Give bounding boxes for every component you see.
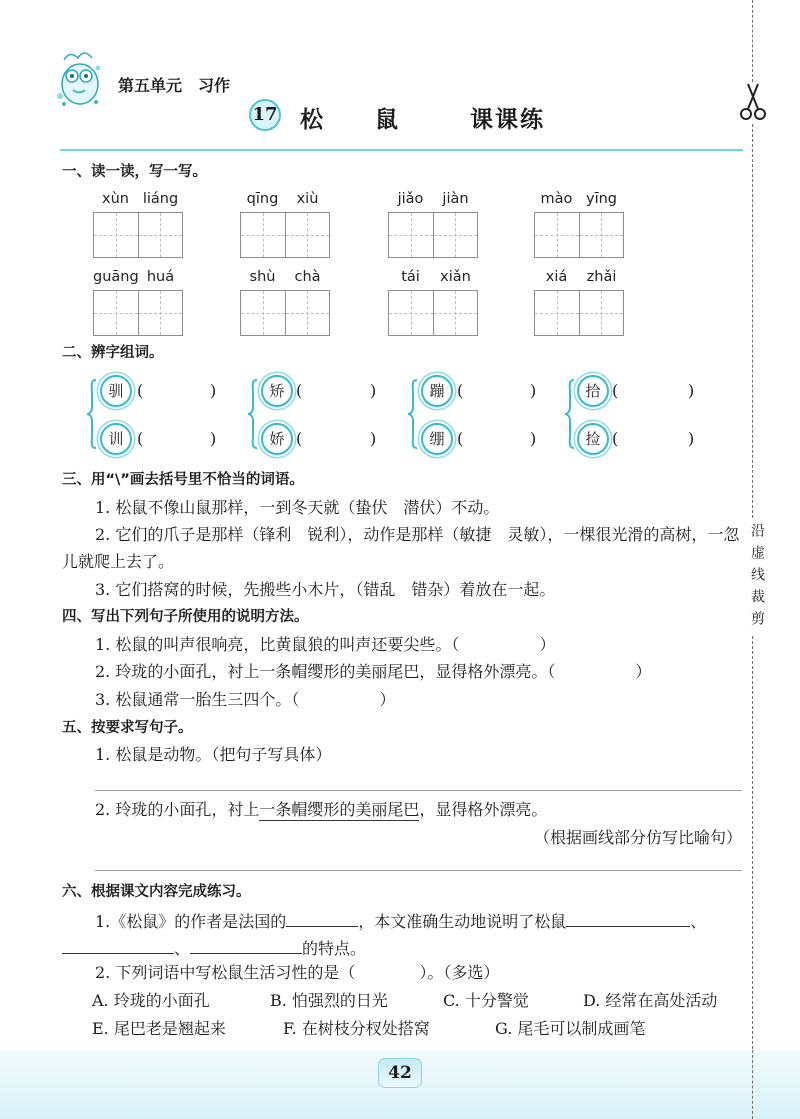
char-badge: 拾 xyxy=(577,375,609,407)
question-text: 2. 玲珑的小面孔，衬上 xyxy=(95,800,260,819)
title-char-1: 松 xyxy=(300,106,323,133)
question-text: 、 xyxy=(690,912,707,931)
pinyin: shù xyxy=(249,269,276,285)
question-line: 1. 松鼠不像山鼠那样，一到冬天就（蛰伏 潜伏）不动。 xyxy=(95,498,500,517)
title-tag: 课课练 xyxy=(470,107,545,133)
pinyin: chà xyxy=(294,269,321,285)
option-c: C. 十分警觉 xyxy=(443,991,529,1010)
underlined-phrase: 一条帽缨形的美丽尾巴 xyxy=(259,800,420,819)
paren-close: ) xyxy=(688,429,695,448)
unit-label: 第五单元 习作 xyxy=(118,76,231,95)
paren-close: ) xyxy=(688,381,695,400)
writing-grid xyxy=(240,212,330,258)
instruction-note: （根据画线部分仿写比喻句） xyxy=(533,828,742,847)
char-badge: 矫 xyxy=(261,375,293,407)
pinyin: yīng xyxy=(585,191,617,207)
char-badge: 绷 xyxy=(421,423,453,455)
question-line: 2. 它们的爪子是那样（锋利 锐利），动作是那样（敏捷 灵敏），一棵很光滑的高树，一忽 xyxy=(95,525,740,544)
question-text: 、 xyxy=(174,939,191,958)
pinyin: zhǎi xyxy=(586,269,617,285)
writing-grid xyxy=(534,212,624,258)
writing-grid xyxy=(240,290,330,336)
answer-line xyxy=(95,790,742,791)
pinyin: huá xyxy=(146,269,175,285)
question-line: 3. 松鼠通常一胎生三四个。（ ） xyxy=(95,690,396,709)
paren-open: ( xyxy=(137,429,144,448)
header-divider xyxy=(60,149,743,151)
paren-close: ) xyxy=(370,429,377,448)
question-line xyxy=(62,937,366,959)
pinyin: liáng xyxy=(142,191,179,207)
paren-close: ) xyxy=(530,381,537,400)
fill-blank xyxy=(190,937,302,954)
char-badge: 娇 xyxy=(261,423,293,455)
writing-grid xyxy=(93,290,183,336)
pinyin: jiàn xyxy=(442,191,469,207)
paren-close: ) xyxy=(370,381,377,400)
pinyin: xiǎn xyxy=(440,269,471,285)
pinyin: guāng xyxy=(93,269,139,285)
question-line: 2. 下列词语中写松鼠生活习性的是（ ）。（多选） xyxy=(95,963,500,982)
scissors-icon xyxy=(738,82,768,126)
option-b: B. 怕强烈的日光 xyxy=(270,991,388,1010)
paren-close: ) xyxy=(210,381,217,400)
char-badge: 驯 xyxy=(100,375,132,407)
brace-icon xyxy=(564,378,576,454)
writing-grid xyxy=(388,290,478,336)
option-a: A. 玲珑的小面孔 xyxy=(92,991,210,1010)
section-3-heading: 三、用“\”画去括号里不恰当的词语。 xyxy=(62,472,304,488)
writing-grid xyxy=(388,212,478,258)
char-badge: 训 xyxy=(100,423,132,455)
question-text: ，本文准确生动地说明了松鼠 xyxy=(358,912,567,931)
question-line: 2. 玲珑的小面孔，衬上一条帽缨形的美丽尾巴，显得格外漂亮。（ ） xyxy=(95,662,652,681)
brace-icon xyxy=(247,378,259,454)
pinyin: xiù xyxy=(296,191,319,207)
paren-open: ( xyxy=(457,381,464,400)
pinyin: xùn xyxy=(102,191,129,207)
option-e: E. 尾巴老是翘起来 xyxy=(92,1019,226,1038)
pinyin: jiǎo xyxy=(397,191,424,207)
char-badge: 捡 xyxy=(577,423,609,455)
option-g: G. 尾毛可以制成画笔 xyxy=(495,1019,646,1038)
answer-line xyxy=(95,870,742,871)
question-line: 3. 它们搭窝的时候，先搬些小木片，（错乱 错杂）着放在一起。 xyxy=(95,580,556,599)
cut-line-top xyxy=(752,0,753,82)
question-text: 的特点。 xyxy=(302,939,367,958)
cut-line-footer xyxy=(752,1050,753,1119)
paren-open: ( xyxy=(137,381,144,400)
question-line xyxy=(95,910,706,932)
writing-grid xyxy=(534,290,624,336)
paren-open: ( xyxy=(457,429,464,448)
section-4-heading: 四、写出下列句子所使用的说明方法。 xyxy=(62,609,309,625)
question-line: 1. 松鼠是动物。（把句子写具体） xyxy=(95,745,332,764)
pinyin: mào xyxy=(540,191,573,207)
option-d: D. 经常在高处活动 xyxy=(583,991,718,1010)
pinyin: qīng xyxy=(246,191,279,207)
paren-open: ( xyxy=(296,429,303,448)
mascot-logo-icon xyxy=(52,46,106,114)
fill-blank xyxy=(62,937,174,954)
question-text: 1.《松鼠》的作者是法国的 xyxy=(95,912,287,931)
cut-instruction: 沿虚线裁剪 xyxy=(749,523,765,633)
section-1-heading: 一、读一读，写一写。 xyxy=(62,164,207,180)
lesson-number-badge: 17 xyxy=(249,99,281,131)
paren-close: ) xyxy=(210,429,217,448)
fill-blank xyxy=(566,910,690,927)
question-line: 1. 松鼠的叫声很响亮，比黄鼠狼的叫声还要尖些。（ ） xyxy=(95,635,556,654)
cut-line-bottom xyxy=(752,636,753,1119)
question-line xyxy=(95,800,547,820)
brace-icon xyxy=(86,378,98,454)
pinyin: xiá xyxy=(545,269,568,285)
paren-open: ( xyxy=(612,429,619,448)
paren-open: ( xyxy=(296,381,303,400)
section-6-heading: 六、根据课文内容完成练习。 xyxy=(62,884,251,900)
title-char-2: 鼠 xyxy=(375,106,398,133)
section-2-heading: 二、辨字组词。 xyxy=(62,345,164,361)
brace-icon xyxy=(407,378,419,454)
fill-blank xyxy=(286,910,358,927)
page-number: 42 xyxy=(378,1058,422,1088)
writing-grid xyxy=(93,212,183,258)
section-5-heading: 五、按要求写句子。 xyxy=(62,720,193,736)
pinyin: tái xyxy=(401,269,420,285)
question-line: 儿就爬上去了。 xyxy=(62,552,175,571)
cut-line-middle xyxy=(752,124,753,518)
option-f: F. 在树枝分杈处搭窝 xyxy=(283,1019,430,1038)
paren-open: ( xyxy=(612,381,619,400)
paren-close: ) xyxy=(530,429,537,448)
char-badge: 蹦 xyxy=(421,375,453,407)
question-text: ，显得格外漂亮。 xyxy=(419,800,548,819)
